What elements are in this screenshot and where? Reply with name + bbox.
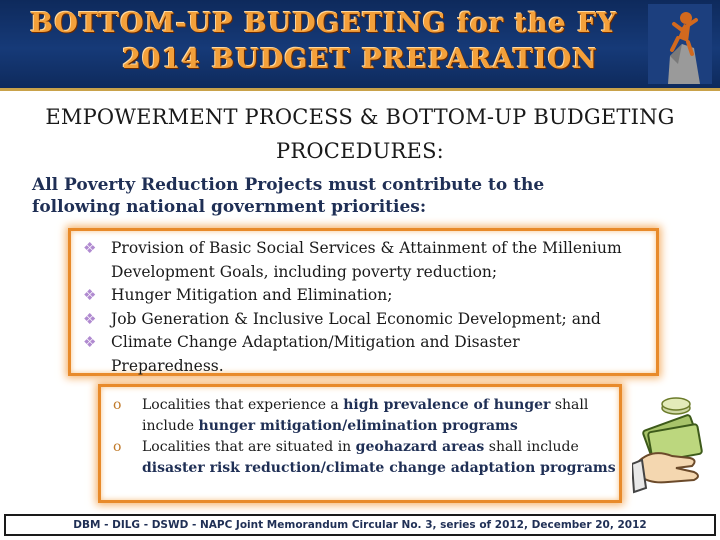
localities-list	[113, 395, 618, 479]
section-heading-line2: PROCEDURES:	[276, 139, 444, 163]
priority-item	[83, 308, 658, 332]
locality-emphasis: high prevalence of hunger	[343, 397, 551, 413]
priority-text: Climate Change Adaptation/Mitigation and Disaster	[111, 333, 520, 351]
locality-text: shall include	[484, 439, 579, 455]
locality-text: shall include	[142, 397, 589, 434]
diamond-bullet-icon: ❖	[83, 286, 97, 304]
locality-text: Localities that experience a	[142, 397, 344, 413]
intro-line2: following national government priorities:	[32, 197, 427, 217]
priority-text: Preparedness.	[111, 356, 224, 375]
localities-box	[98, 384, 622, 503]
priority-text: Development Goals, including poverty reduction;	[111, 262, 498, 281]
section-heading	[0, 100, 720, 168]
intro-line1: All Poverty Reduction Projects must contribute to the	[32, 175, 545, 195]
priorities-box	[68, 228, 659, 376]
priority-item	[83, 284, 658, 308]
banner-title-line1: BOTTOM-UP BUDGETING for the FY	[30, 8, 618, 39]
diamond-bullet-icon: ❖	[83, 333, 97, 351]
title-banner	[0, 0, 720, 91]
locality-text: Localities that are situated in	[142, 439, 356, 455]
diamond-bullet-icon: ❖	[83, 239, 97, 257]
locality-item	[113, 395, 618, 437]
locality-emphasis: hunger mitigation/elimination programs	[198, 418, 518, 434]
locality-emphasis: geohazard areas	[355, 439, 485, 455]
circle-bullet-icon: o	[113, 397, 122, 413]
climber-illustration-icon	[648, 4, 712, 84]
source-footer: DBM - DILG - DSWD - NAPC Joint Memorandum Circular No. 3, series of 2012, December 20, 2012	[4, 514, 716, 536]
priority-item	[83, 331, 658, 378]
diamond-bullet-icon: ❖	[83, 309, 97, 328]
locality-item	[113, 437, 618, 479]
priorities-list	[83, 237, 658, 378]
circle-bullet-icon: o	[113, 439, 122, 455]
priority-text: Hunger Mitigation and Elimination;	[111, 286, 393, 304]
intro-statement	[32, 174, 672, 218]
hand-with-money-icon	[632, 392, 712, 498]
banner-title-line2: 2014 BUDGET PREPARATION	[122, 44, 598, 75]
section-heading-line1: EMPOWERMENT PROCESS & BOTTOM-UP BUDGETING	[45, 105, 675, 129]
locality-emphasis: disaster risk reduction/climate change adaptation programs	[142, 460, 616, 476]
priority-item	[83, 237, 658, 284]
priority-text: Job Generation & Inclusive Local Economic Development; and	[111, 309, 601, 328]
priority-text: Provision of Basic Social Services & Attainment of the Millenium	[111, 239, 622, 257]
